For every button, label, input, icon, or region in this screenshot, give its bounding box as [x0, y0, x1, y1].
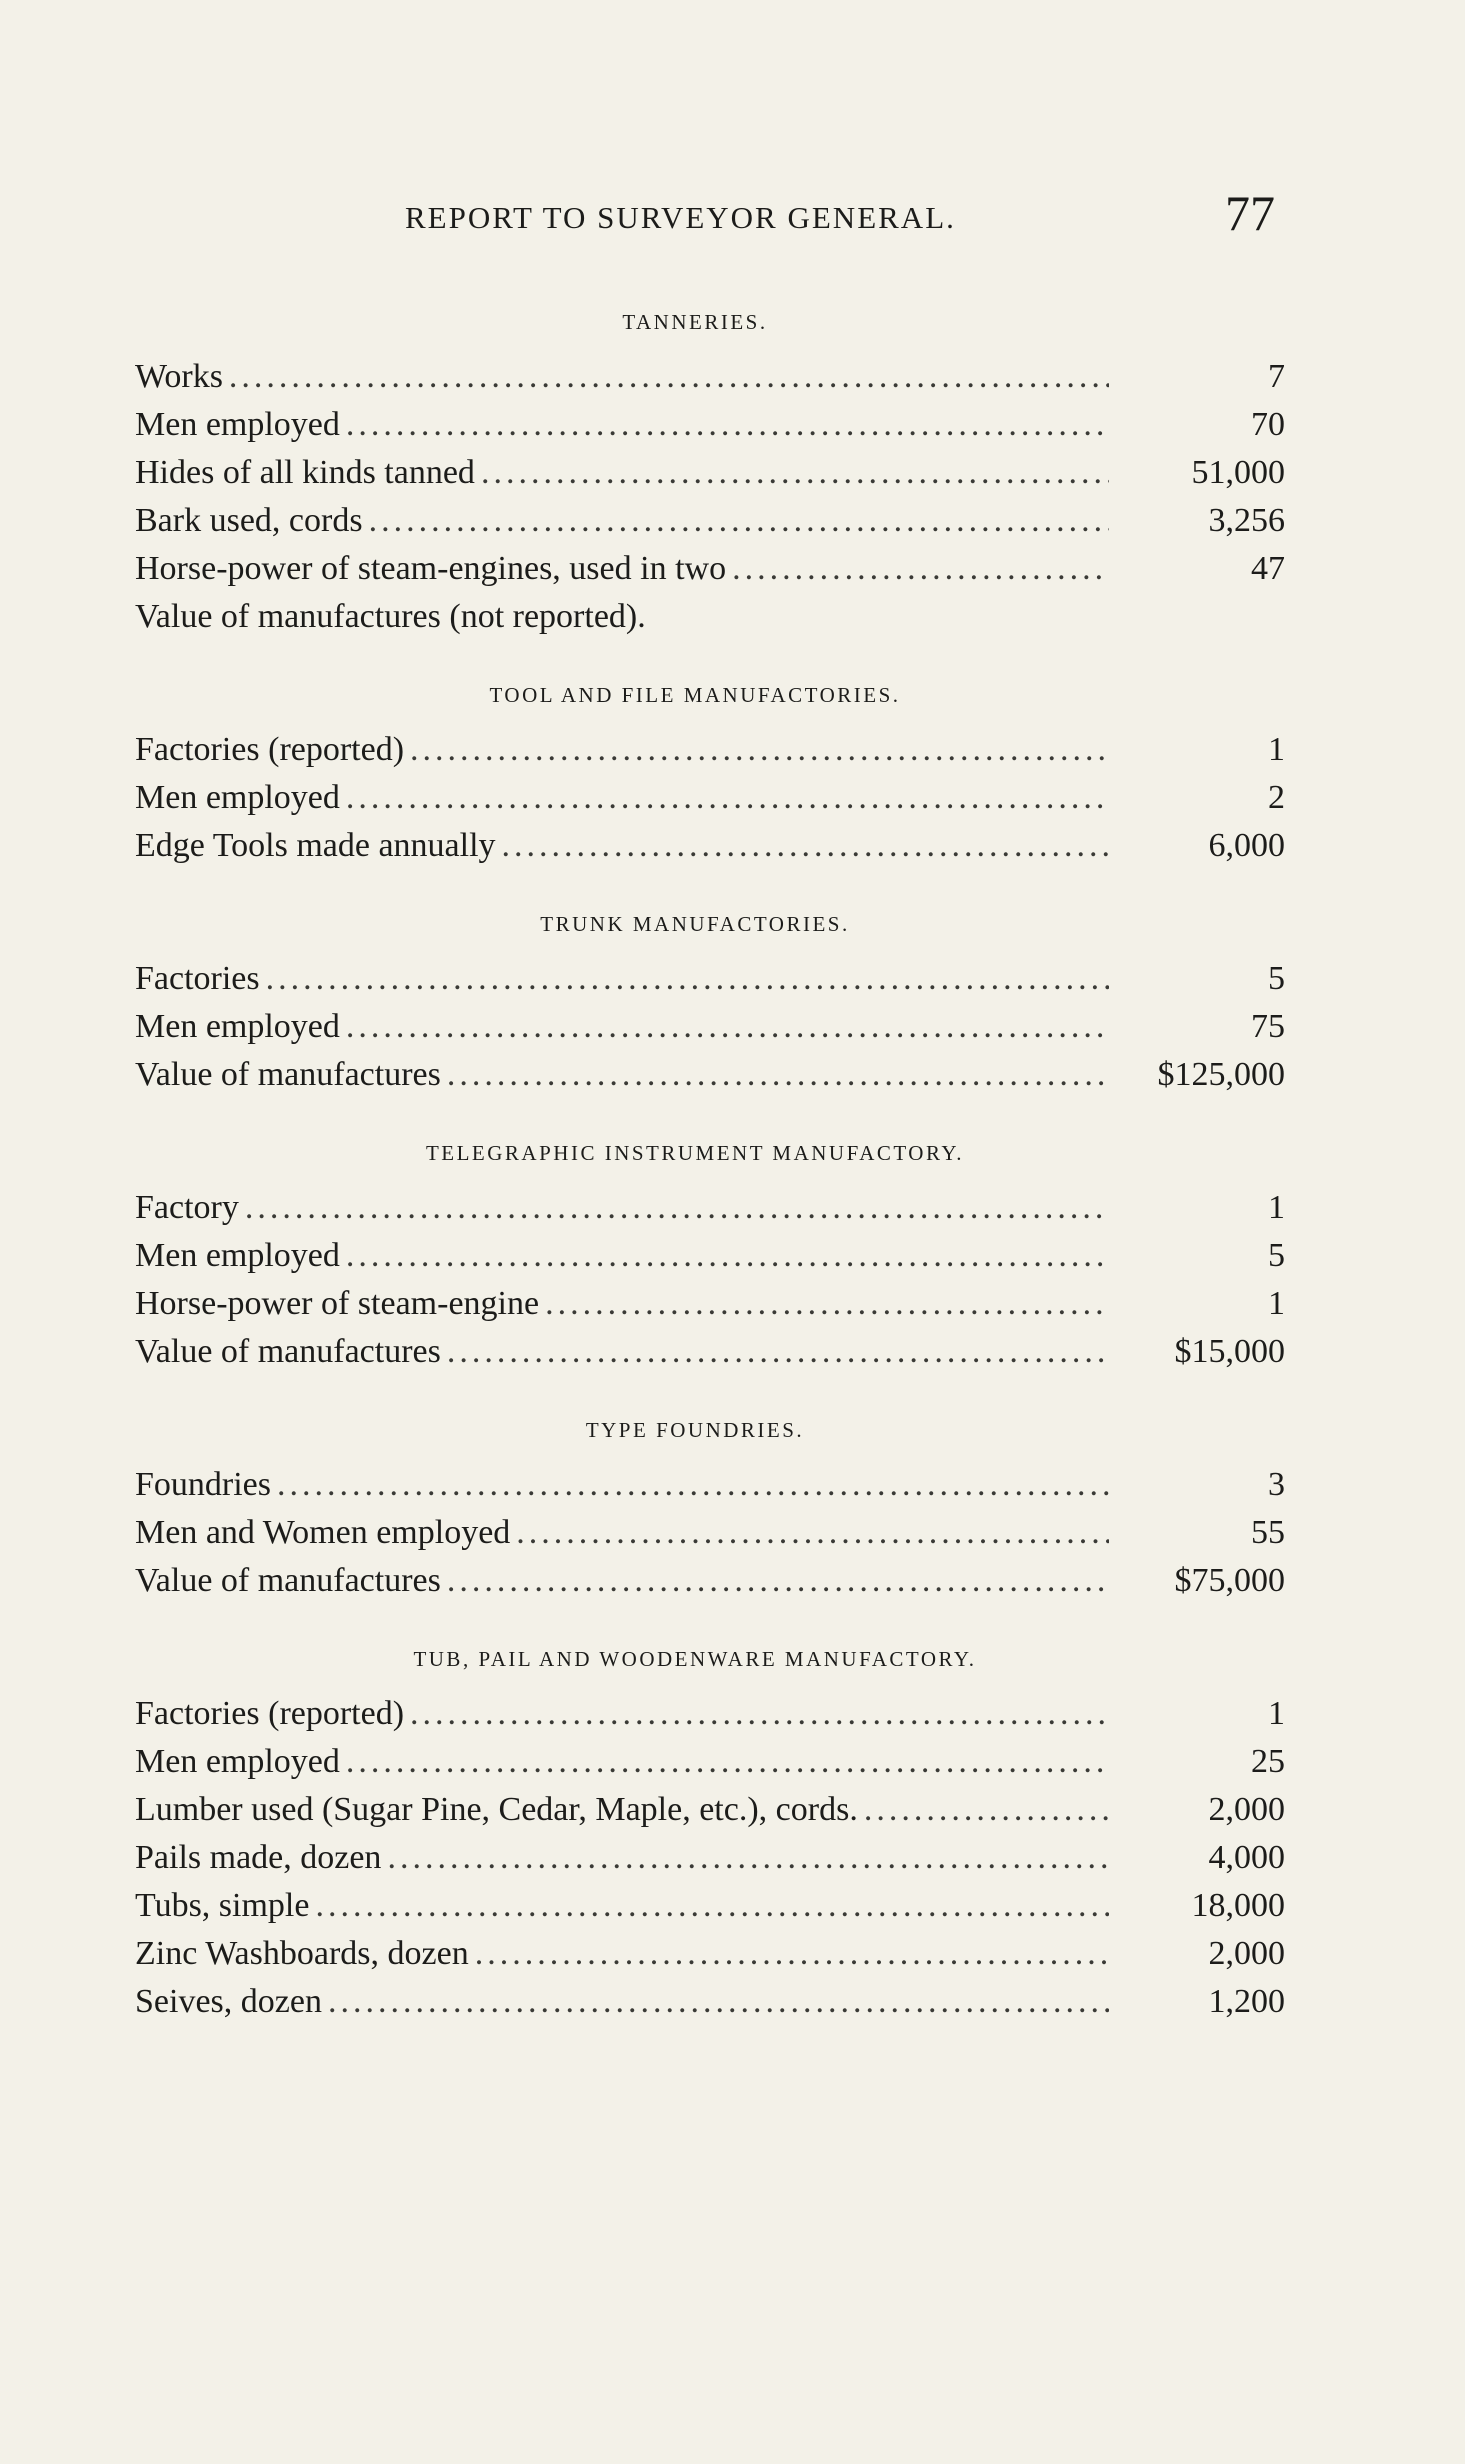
row-label: Seives, dozen [135, 1983, 322, 2020]
dot-leader [447, 1557, 1109, 1605]
table-row [135, 1232, 1285, 1280]
row-label: Factories (reported) [135, 1695, 405, 1732]
row-value: 1,200 [1208, 1983, 1285, 2020]
table-row [135, 1003, 1285, 1051]
table-row [135, 1786, 1285, 1834]
dot-leader [410, 726, 1109, 774]
table-row [135, 401, 1285, 449]
dot-leader [369, 497, 1109, 545]
statistics-sections [135, 310, 1285, 2068]
section-title: TYPE FOUNDRIES. [585, 1418, 805, 1442]
row-value: 3 [1268, 1466, 1285, 1503]
row-value: 2 [1268, 779, 1285, 816]
row-label: Edge Tools made annually [135, 827, 496, 864]
dot-leader [346, 1232, 1109, 1280]
table-row [135, 1328, 1285, 1376]
row-label: Tubs, simple [135, 1887, 310, 1924]
page-header [135, 180, 1275, 250]
dot-leader [545, 1280, 1109, 1328]
dot-leader [266, 955, 1109, 1003]
row-value: $75,000 [1174, 1562, 1285, 1599]
row-label: Value of manufactures [135, 1562, 441, 1599]
table-row [135, 1557, 1285, 1605]
table-row [135, 726, 1285, 774]
section [135, 1418, 1285, 1605]
dot-leader [864, 1786, 1109, 1834]
row-value: $125,000 [1157, 1056, 1285, 1093]
table-row [135, 449, 1285, 497]
row-value: 75 [1251, 1008, 1285, 1045]
row-label: Factory [135, 1189, 239, 1226]
dot-leader [245, 1184, 1109, 1232]
table-row [135, 1051, 1285, 1099]
row-label: Men employed [135, 1237, 340, 1274]
dot-leader [277, 1461, 1109, 1509]
dot-leader [447, 1328, 1109, 1376]
row-value: 25 [1251, 1743, 1285, 1780]
row-label: Works [135, 358, 223, 395]
row-label: Foundries [135, 1466, 271, 1503]
section [135, 310, 1285, 641]
section-title: TANNERIES. [622, 310, 768, 334]
dot-leader [346, 1003, 1109, 1051]
dot-leader [475, 1930, 1109, 1978]
dot-leader [516, 1509, 1109, 1557]
table-row [135, 774, 1285, 822]
row-label: Men employed [135, 1008, 340, 1045]
row-label: Men employed [135, 406, 340, 443]
row-label: Lumber used (Sugar Pine, Cedar, Maple, etc.), cords. [135, 1791, 858, 1828]
section [135, 912, 1285, 1099]
dot-leader [732, 545, 1109, 593]
table-row [135, 1509, 1285, 1557]
section [135, 683, 1285, 870]
row-value: 1 [1268, 1189, 1285, 1226]
row-value: 4,000 [1208, 1839, 1285, 1876]
table-row [135, 1184, 1285, 1232]
dot-leader [410, 1690, 1109, 1738]
row-label: Value of manufactures (not reported). [135, 598, 646, 635]
row-label: Horse-power of steam-engine [135, 1285, 540, 1322]
table-row [135, 497, 1285, 545]
row-label: Men employed [135, 1743, 340, 1780]
row-label: Zinc Washboards, dozen [135, 1935, 469, 1972]
section [135, 1647, 1285, 2026]
row-label: Bark used, cords [135, 502, 363, 539]
row-label: Horse-power of steam-engines, used in two [135, 550, 727, 587]
section-title: TRUNK MANUFACTORIES. [540, 912, 850, 936]
dot-leader [502, 822, 1109, 870]
row-value: 51,000 [1191, 454, 1285, 491]
table-row [135, 1978, 1285, 2026]
row-value: 55 [1251, 1514, 1285, 1551]
table-row [135, 593, 1285, 641]
dot-leader [328, 1978, 1109, 2026]
row-value: 1 [1268, 731, 1285, 768]
table-row [135, 1882, 1285, 1930]
table-row [135, 545, 1285, 593]
table-row [135, 1461, 1285, 1509]
row-value: 3,256 [1208, 502, 1285, 539]
row-label: Value of manufactures [135, 1056, 441, 1093]
table-row [135, 1834, 1285, 1882]
table-row [135, 1738, 1285, 1786]
row-label: Hides of all kinds tanned [135, 454, 475, 491]
row-value: 47 [1251, 550, 1285, 587]
row-value: 2,000 [1208, 1935, 1285, 1972]
table-row [135, 822, 1285, 870]
section-title: TOOL AND FILE MANUFACTORIES. [489, 683, 901, 707]
row-value: 18,000 [1191, 1887, 1285, 1924]
section-title: TUB, PAIL AND WOODENWARE MANUFACTORY. [413, 1647, 977, 1671]
page-number: 77 [1225, 185, 1275, 241]
section [135, 1141, 1285, 1376]
table-row [135, 1690, 1285, 1738]
table-row [135, 1280, 1285, 1328]
row-label: Men and Women employed [135, 1514, 511, 1551]
dot-leader [346, 1738, 1109, 1786]
dot-leader [447, 1051, 1109, 1099]
row-label: Men employed [135, 779, 340, 816]
dot-leader [346, 774, 1109, 822]
table-row [135, 1930, 1285, 1978]
row-label: Factories [135, 960, 260, 997]
row-value: 6,000 [1208, 827, 1285, 864]
dot-leader [346, 401, 1109, 449]
row-label: Pails made, dozen [135, 1839, 382, 1876]
dot-leader [315, 1882, 1109, 1930]
section-title: TELEGRAPHIC INSTRUMENT MANUFACTORY. [425, 1141, 965, 1165]
row-value: 5 [1268, 960, 1285, 997]
row-label: Value of manufactures [135, 1333, 441, 1370]
dot-leader [481, 449, 1109, 497]
dot-leader [387, 1834, 1109, 1882]
row-value: 5 [1268, 1237, 1285, 1274]
table-row [135, 955, 1285, 1003]
row-value: 1 [1268, 1695, 1285, 1732]
row-value: $15,000 [1174, 1333, 1285, 1370]
running-head: REPORT TO SURVEYOR GENERAL. [405, 200, 956, 235]
row-value: 7 [1268, 358, 1285, 395]
row-value: 70 [1251, 406, 1285, 443]
dot-leader [229, 353, 1109, 401]
table-row [135, 353, 1285, 401]
row-label: Factories (reported) [135, 731, 405, 768]
row-value: 1 [1268, 1285, 1285, 1322]
row-value: 2,000 [1208, 1791, 1285, 1828]
